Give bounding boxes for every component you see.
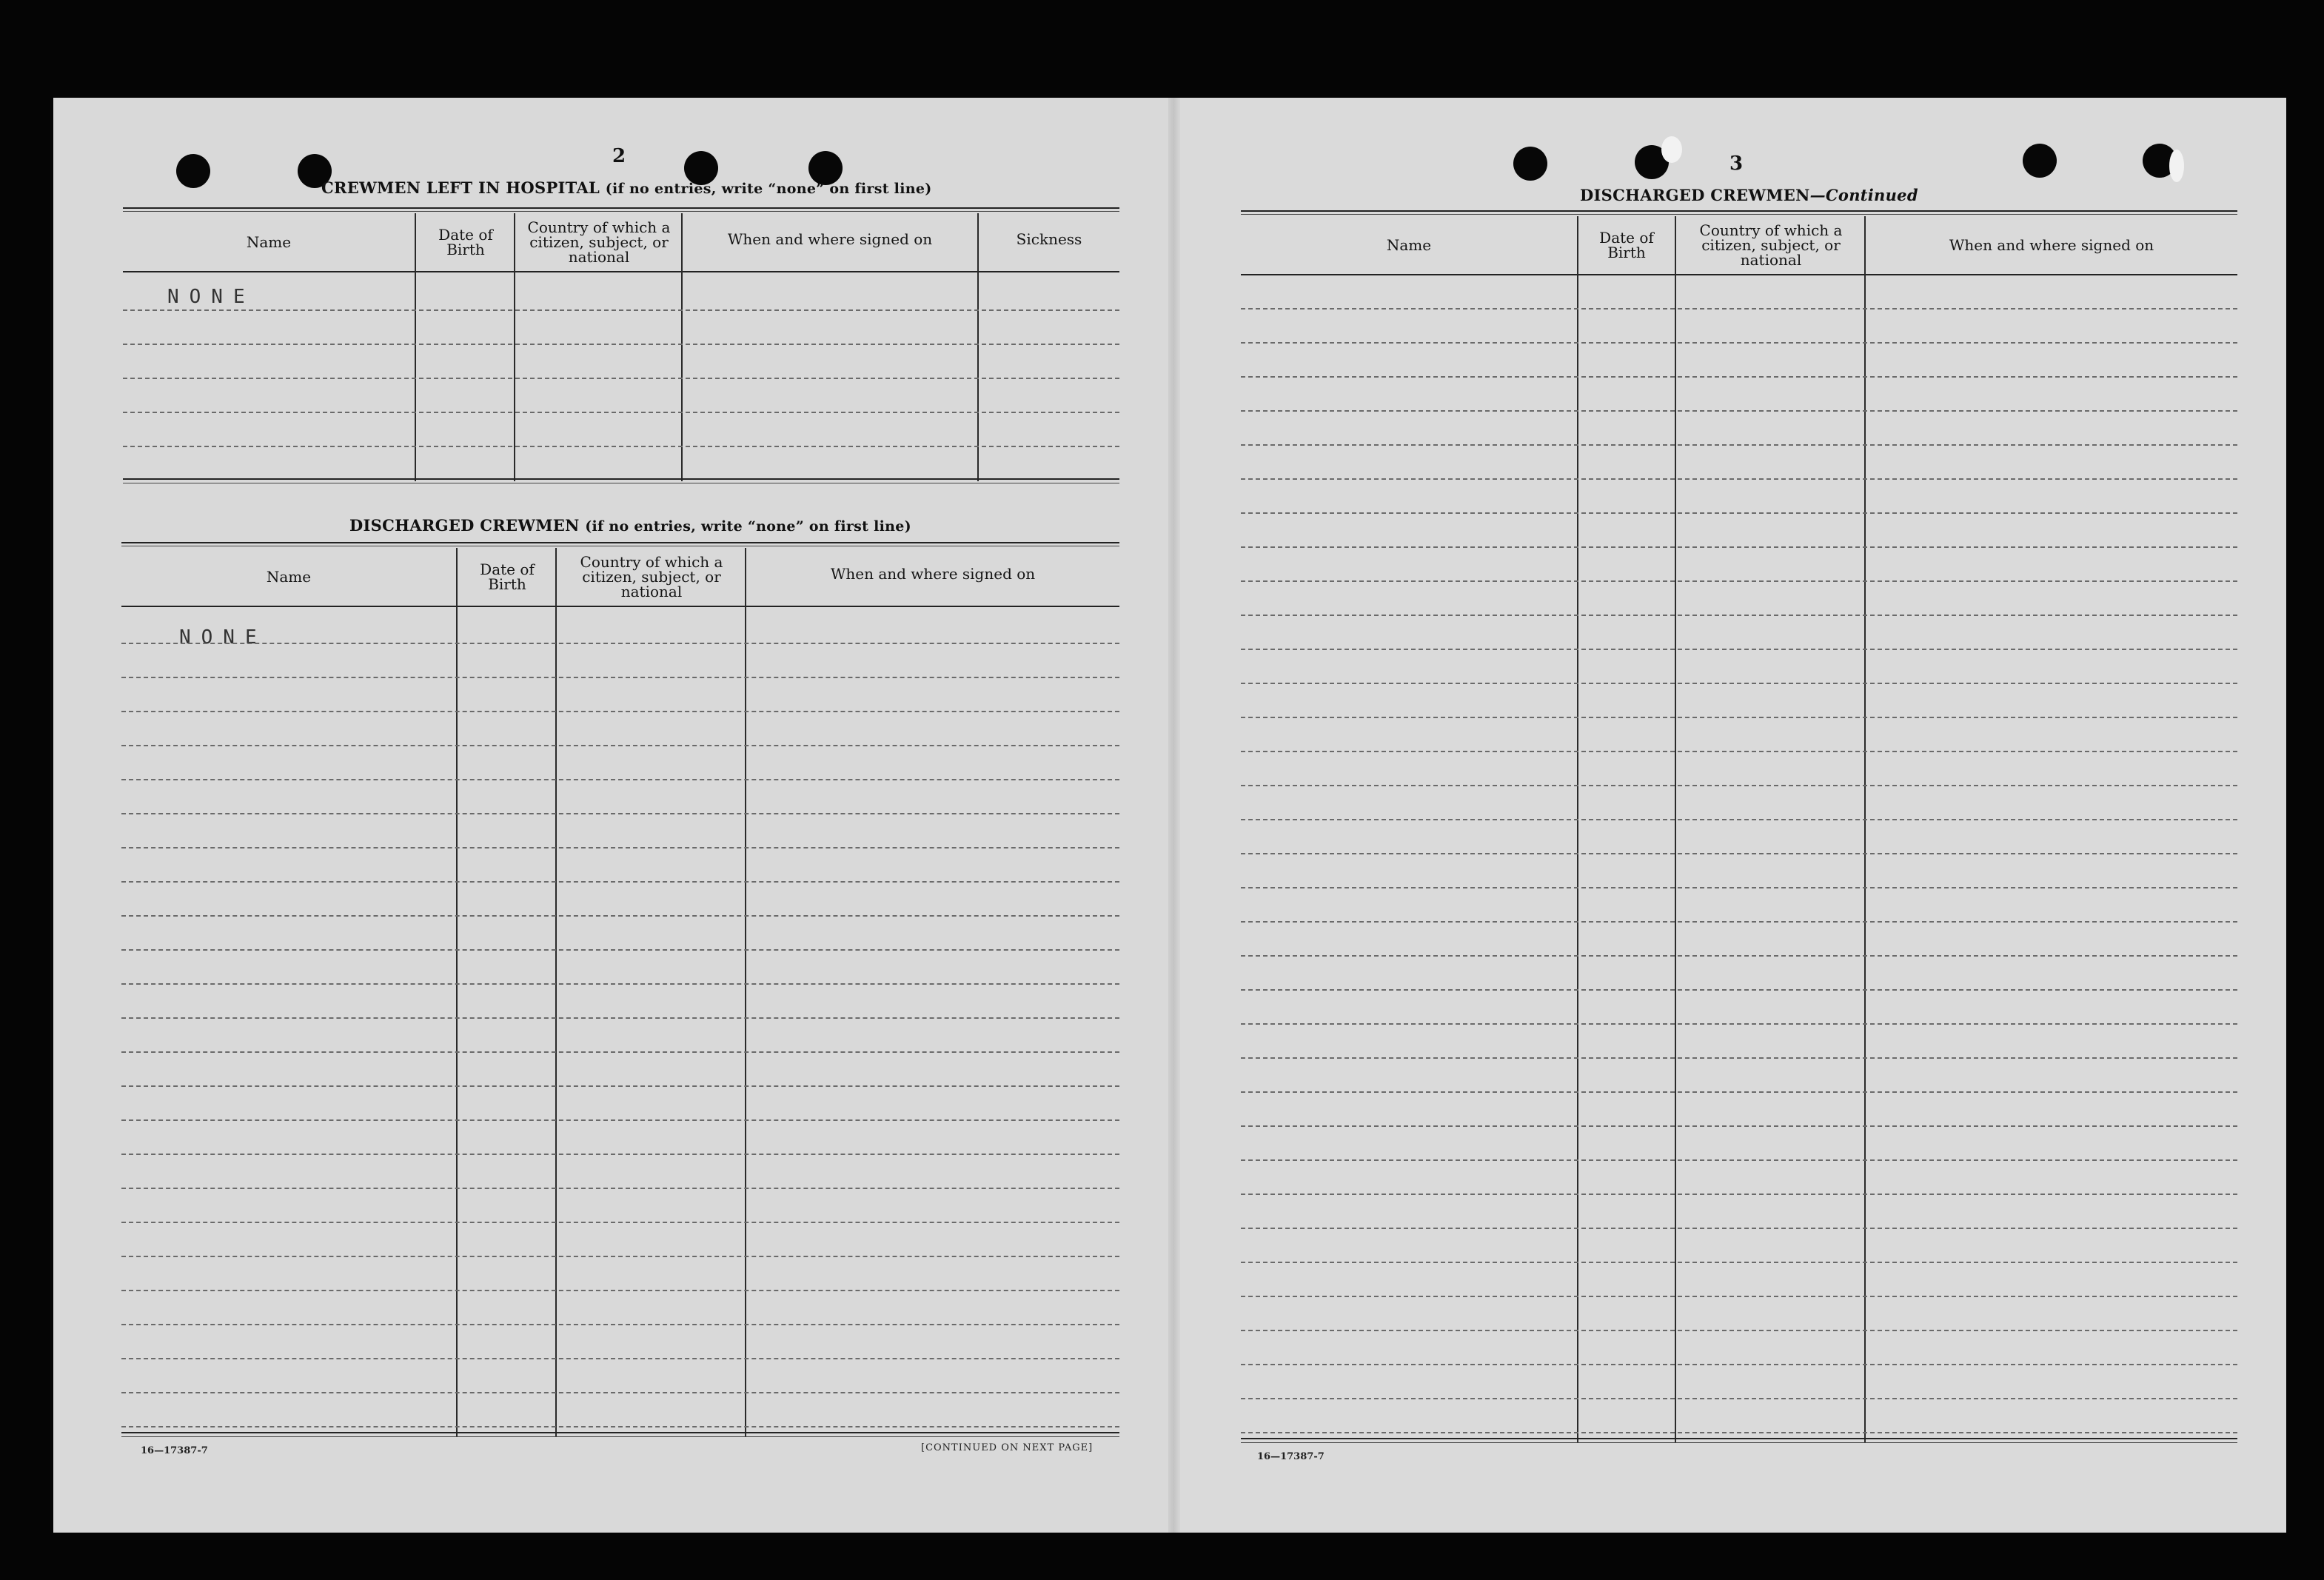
row-line bbox=[123, 378, 1119, 379]
table-bottom-rule bbox=[123, 478, 1119, 483]
row-line bbox=[121, 881, 1119, 883]
row-line bbox=[1241, 887, 2237, 888]
row-line bbox=[1241, 1023, 2237, 1025]
row-line bbox=[1241, 717, 2237, 718]
column-header-country: Country of which a citizen, subject, or national bbox=[527, 218, 671, 266]
section-title-discharged bbox=[349, 516, 911, 535]
row-line bbox=[121, 1154, 1119, 1155]
row-line bbox=[1241, 1330, 2237, 1331]
section-title-discharged-continued bbox=[1580, 186, 1918, 204]
column-divider bbox=[555, 548, 557, 1436]
column-header-sickness: Sickness bbox=[1016, 230, 1082, 248]
column-header-date-of-birth: Date of Birth bbox=[438, 226, 493, 258]
discharged-table bbox=[121, 542, 1119, 1438]
row-line bbox=[121, 745, 1119, 746]
column-divider bbox=[415, 213, 416, 481]
row-line bbox=[1241, 410, 2237, 412]
row-line bbox=[121, 711, 1119, 712]
table-top-rule bbox=[1241, 210, 2237, 215]
torn-paper-mark bbox=[1661, 136, 1682, 163]
row-line bbox=[1241, 1262, 2237, 1263]
punch-hole bbox=[1513, 147, 1547, 181]
page-number: 2 bbox=[612, 145, 626, 167]
row-line bbox=[1241, 1228, 2237, 1229]
row-line bbox=[1241, 376, 2237, 378]
table-header-rule bbox=[121, 606, 1119, 609]
row-line bbox=[123, 309, 1119, 311]
row-line bbox=[121, 1222, 1119, 1223]
row-line bbox=[121, 1119, 1119, 1121]
column-divider bbox=[745, 548, 746, 1436]
column-divider bbox=[514, 213, 515, 481]
punch-hole bbox=[176, 154, 210, 188]
column-header-signed-on: When and where signed on bbox=[727, 230, 933, 248]
row-line bbox=[121, 779, 1119, 780]
row-line bbox=[1241, 819, 2237, 820]
section-title-text: DISCHARGED CREWMEN bbox=[349, 516, 580, 535]
page-number: 3 bbox=[1729, 153, 1744, 175]
column-header-date-of-birth: Date of Birth bbox=[480, 560, 535, 593]
row-line bbox=[1241, 444, 2237, 446]
column-header-name: Name bbox=[266, 568, 312, 586]
column-header-signed-on: When and where signed on bbox=[1949, 236, 2154, 254]
column-divider bbox=[1864, 216, 1866, 1442]
row-line bbox=[121, 949, 1119, 951]
row-line bbox=[1241, 1091, 2237, 1093]
continued-note: [CONTINUED ON NEXT PAGE] bbox=[921, 1442, 1094, 1453]
row-line bbox=[121, 983, 1119, 985]
row-line bbox=[123, 344, 1119, 345]
column-header-name: Name bbox=[1386, 236, 1432, 254]
page-fold bbox=[1168, 98, 1180, 1533]
row-line bbox=[1241, 1296, 2237, 1297]
row-line bbox=[1241, 546, 2237, 548]
row-line bbox=[121, 847, 1119, 848]
row-line bbox=[121, 1188, 1119, 1189]
row-line bbox=[121, 1392, 1119, 1393]
hospital-entry-name: NONE bbox=[167, 286, 255, 308]
column-divider bbox=[456, 548, 458, 1436]
row-line bbox=[1241, 785, 2237, 786]
section-title-hospital bbox=[321, 178, 932, 197]
row-line bbox=[1241, 308, 2237, 309]
form-code: 16—17387-7 bbox=[141, 1445, 208, 1456]
section-title-text: CREWMEN LEFT IN HOSPITAL bbox=[321, 178, 600, 197]
row-line bbox=[1241, 683, 2237, 684]
row-line bbox=[1241, 1057, 2237, 1059]
row-line bbox=[1241, 751, 2237, 752]
discharged-entry-name: NONE bbox=[179, 626, 267, 649]
row-line bbox=[121, 1256, 1119, 1257]
column-header-date-of-birth: Date of Birth bbox=[1599, 229, 1654, 261]
row-line bbox=[121, 813, 1119, 814]
row-line bbox=[1241, 1398, 2237, 1399]
row-line bbox=[1241, 921, 2237, 923]
row-line bbox=[1241, 1364, 2237, 1365]
row-line bbox=[1241, 649, 2237, 650]
table-bottom-rule bbox=[1241, 1438, 2237, 1443]
row-line bbox=[1241, 512, 2237, 514]
column-header-country: Country of which a citizen, subject, or national bbox=[1699, 221, 1843, 269]
column-header-signed-on: When and where signed on bbox=[830, 565, 1036, 583]
row-line bbox=[121, 1324, 1119, 1325]
row-line bbox=[1241, 1432, 2237, 1433]
discharged-continued-table bbox=[1241, 210, 2237, 1444]
column-header-country: Country of which a citizen, subject, or national bbox=[580, 553, 723, 600]
row-line bbox=[121, 1426, 1119, 1427]
table-bottom-rule bbox=[121, 1432, 1119, 1437]
row-line bbox=[1241, 1125, 2237, 1127]
row-line bbox=[1241, 342, 2237, 344]
column-divider bbox=[1577, 216, 1578, 1442]
section-title-suffix: —Continued bbox=[1809, 186, 1918, 204]
section-instruction: (if no entries, write “none” on first line) bbox=[585, 518, 911, 535]
section-title-text: DISCHARGED CREWMEN bbox=[1580, 186, 1810, 204]
row-line bbox=[1241, 615, 2237, 616]
row-line bbox=[123, 412, 1119, 413]
row-line bbox=[121, 677, 1119, 678]
hospital-table bbox=[123, 207, 1119, 489]
row-line bbox=[1241, 955, 2237, 957]
section-instruction: (if no entries, write “none” on first line) bbox=[605, 181, 932, 197]
row-line bbox=[121, 1085, 1119, 1087]
table-header-rule bbox=[1241, 274, 2237, 278]
form-code: 16—17387-7 bbox=[1257, 1451, 1325, 1462]
row-line bbox=[121, 1017, 1119, 1019]
row-line bbox=[1241, 1194, 2237, 1195]
table-header-rule bbox=[123, 271, 1119, 275]
row-line bbox=[1241, 580, 2237, 582]
row-line bbox=[1241, 989, 2237, 991]
row-line bbox=[121, 643, 1119, 644]
row-line bbox=[123, 446, 1119, 447]
row-line bbox=[1241, 478, 2237, 480]
torn-paper-mark bbox=[2169, 150, 2184, 182]
column-divider bbox=[1675, 216, 1676, 1442]
row-line bbox=[1241, 853, 2237, 854]
row-line bbox=[121, 1051, 1119, 1053]
row-line bbox=[121, 915, 1119, 917]
punch-hole bbox=[2023, 144, 2057, 178]
row-line bbox=[121, 1290, 1119, 1291]
row-line bbox=[1241, 1159, 2237, 1161]
column-header-name: Name bbox=[246, 233, 292, 251]
row-line bbox=[121, 1358, 1119, 1359]
